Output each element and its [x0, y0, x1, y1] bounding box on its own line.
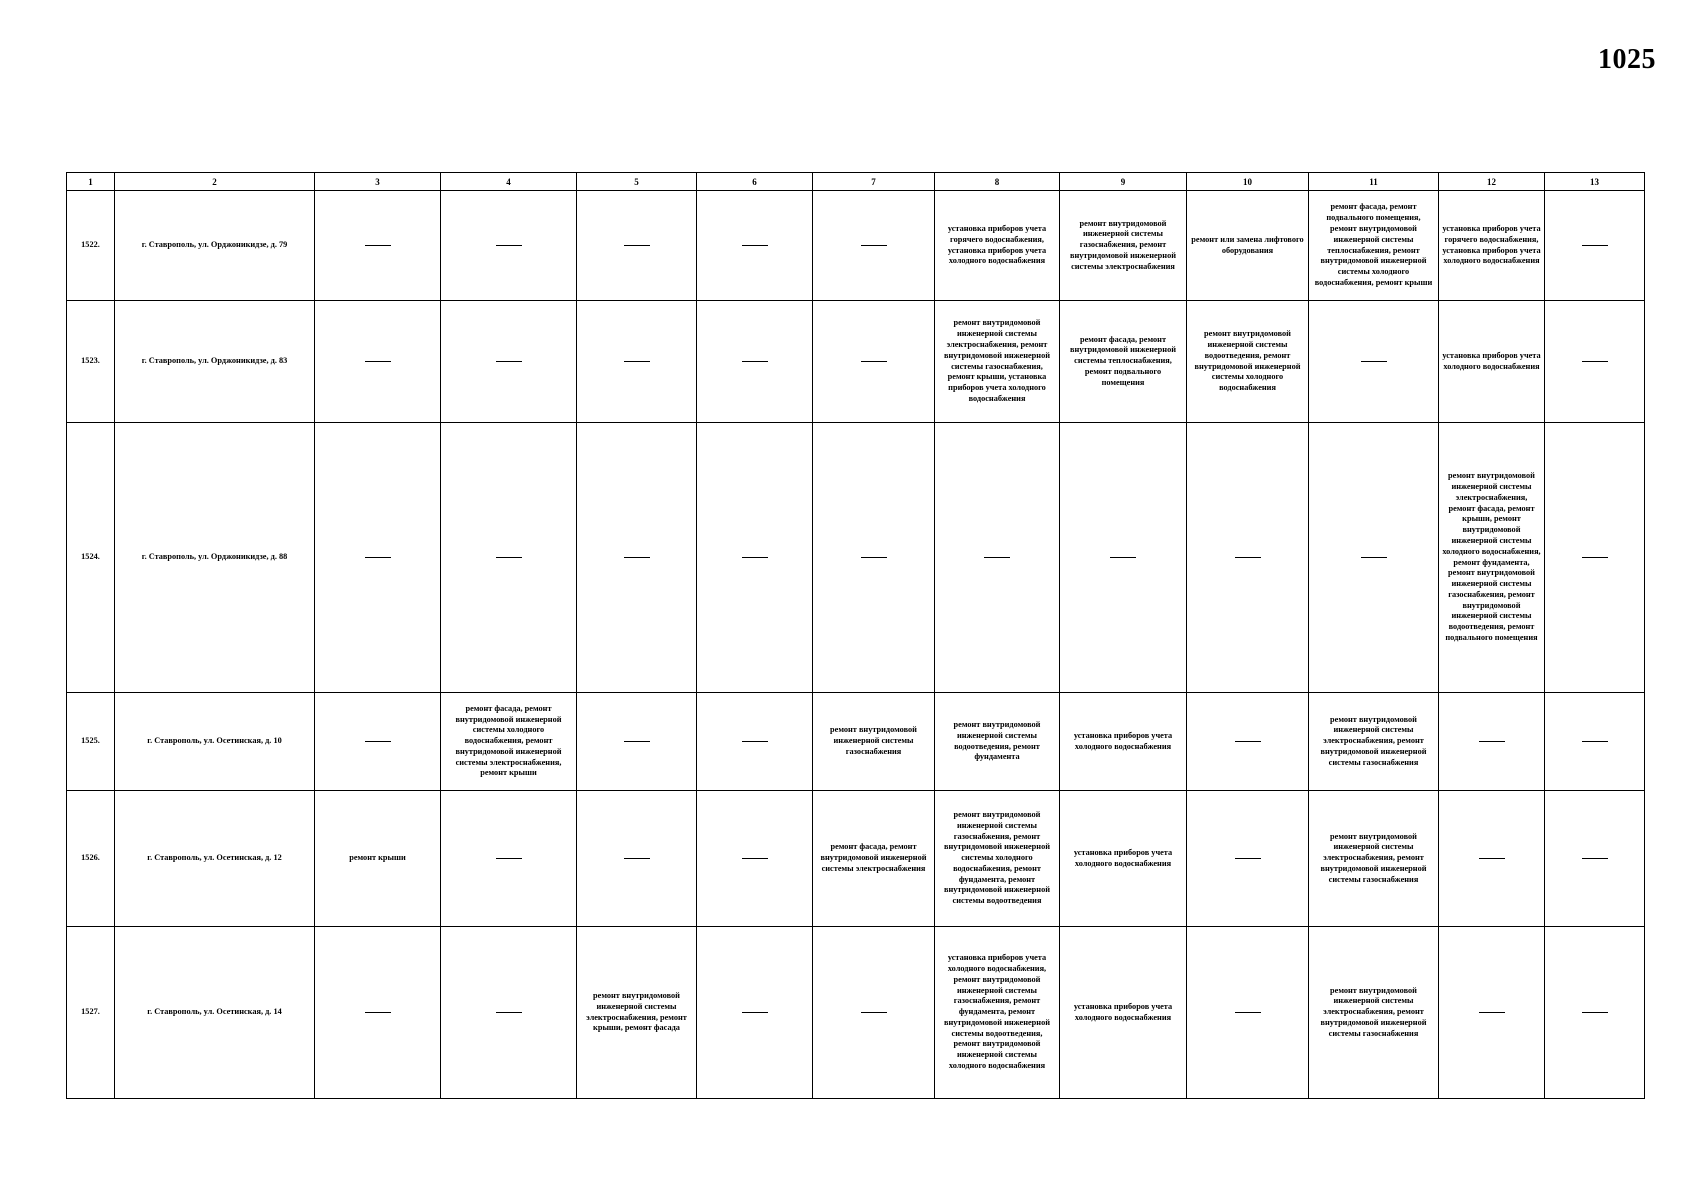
- empty-cell: [441, 191, 577, 301]
- dash-mark: [742, 557, 768, 558]
- empty-cell: [577, 693, 697, 791]
- dash-mark: [1361, 557, 1387, 558]
- empty-cell: [315, 301, 441, 423]
- row-number: 1526.: [67, 791, 115, 927]
- dash-mark: [742, 361, 768, 362]
- work-cell: ремонт фасада, ремонт внутридомовой инженерной системы электроснабжения: [813, 791, 935, 927]
- dash-mark: [496, 361, 522, 362]
- work-cell: ремонт внутридомовой инженерной системы электроснабжения, ремонт внутридомовой инженерной системы газоснабжения, ремонт крыши, установка приборов учета холодного водоснабжения: [935, 301, 1060, 423]
- column-number: 2: [115, 173, 315, 191]
- dash-mark: [624, 858, 650, 859]
- dash-mark: [496, 858, 522, 859]
- column-number: 7: [813, 173, 935, 191]
- address-cell: г. Ставрополь, ул. Осетинская, д. 14: [115, 927, 315, 1099]
- empty-cell: [813, 927, 935, 1099]
- column-number-row: [67, 173, 1645, 191]
- empty-cell: [1545, 301, 1645, 423]
- empty-cell: [315, 927, 441, 1099]
- work-cell: ремонт фасада, ремонт внутридомовой инженерной системы теплоснабжения, ремонт подвального помещения: [1060, 301, 1187, 423]
- dash-mark: [861, 1012, 887, 1013]
- dash-mark: [1582, 557, 1608, 558]
- work-cell: установка приборов учета холодного водоснабжения: [1439, 301, 1545, 423]
- repair-schedule-table: [66, 172, 1645, 1099]
- empty-cell: [1187, 791, 1309, 927]
- empty-cell: [697, 927, 813, 1099]
- empty-cell: [1187, 693, 1309, 791]
- dash-mark: [1110, 557, 1136, 558]
- row-number: 1525.: [67, 693, 115, 791]
- table-row: [67, 927, 1645, 1099]
- dash-mark: [1235, 741, 1261, 742]
- dash-mark: [1582, 858, 1608, 859]
- work-cell: ремонт или замена лифтового оборудования: [1187, 191, 1309, 301]
- row-number: 1527.: [67, 927, 115, 1099]
- empty-cell: [577, 423, 697, 693]
- work-cell: ремонт внутридомовой инженерной системы электроснабжения, ремонт внутридомовой инженерной системы газоснабжения: [1309, 791, 1439, 927]
- empty-cell: [1439, 693, 1545, 791]
- table-row: [67, 301, 1645, 423]
- empty-cell: [315, 693, 441, 791]
- work-cell: установка приборов учета горячего водоснабжения, установка приборов учета холодного водоснабжения: [935, 191, 1060, 301]
- column-number: 9: [1060, 173, 1187, 191]
- dash-mark: [861, 361, 887, 362]
- dash-mark: [1582, 245, 1608, 246]
- dash-mark: [624, 245, 650, 246]
- work-cell: ремонт внутридомовой инженерной системы водоотведения, ремонт внутридомовой инженерной системы холодного водоснабжения: [1187, 301, 1309, 423]
- dash-mark: [742, 245, 768, 246]
- empty-cell: [1309, 423, 1439, 693]
- dash-mark: [1479, 858, 1505, 859]
- empty-cell: [697, 423, 813, 693]
- work-cell: ремонт внутридомовой инженерной системы электроснабжения, ремонт фасада, ремонт крыши, ремонт внутридомовой инженерной системы холодного водоснабжения, ремонт фундамента, ремонт внутридомовой инженерной системы газоснабжения, ремонт внутридомовой инженерной системы водоотведения, ремонт подвального помещения: [1439, 423, 1545, 693]
- table-row: [67, 693, 1645, 791]
- dash-mark: [624, 557, 650, 558]
- address-cell: г. Ставрополь, ул. Осетинская, д. 10: [115, 693, 315, 791]
- dash-mark: [1479, 741, 1505, 742]
- empty-cell: [315, 423, 441, 693]
- dash-mark: [365, 245, 391, 246]
- empty-cell: [577, 791, 697, 927]
- empty-cell: [1439, 791, 1545, 927]
- dash-mark: [1582, 741, 1608, 742]
- empty-cell: [1187, 927, 1309, 1099]
- column-number: 1: [67, 173, 115, 191]
- empty-cell: [577, 191, 697, 301]
- work-cell: ремонт внутридомовой инженерной системы электроснабжения, ремонт внутридомовой инженерной системы газоснабжения: [1309, 693, 1439, 791]
- column-number: 8: [935, 173, 1060, 191]
- empty-cell: [1439, 927, 1545, 1099]
- empty-cell: [1545, 791, 1645, 927]
- work-cell: ремонт внутридомовой инженерной системы электроснабжения, ремонт внутридомовой инженерной системы газоснабжения: [1309, 927, 1439, 1099]
- dash-mark: [1235, 1012, 1261, 1013]
- table-row: [67, 191, 1645, 301]
- empty-cell: [1545, 423, 1645, 693]
- dash-mark: [365, 1012, 391, 1013]
- table-row: [67, 423, 1645, 693]
- empty-cell: [1545, 693, 1645, 791]
- work-cell: ремонт фасада, ремонт подвального помещения, ремонт внутридомовой инженерной системы теплоснабжения, ремонт внутридомовой инженерной системы холодного водоснабжения, ремонт крыши: [1309, 191, 1439, 301]
- dash-mark: [1582, 361, 1608, 362]
- dash-mark: [1361, 361, 1387, 362]
- dash-mark: [365, 741, 391, 742]
- column-number: 4: [441, 173, 577, 191]
- dash-mark: [1479, 1012, 1505, 1013]
- column-number: 13: [1545, 173, 1645, 191]
- dash-mark: [742, 858, 768, 859]
- column-number: 3: [315, 173, 441, 191]
- empty-cell: [441, 791, 577, 927]
- work-cell: ремонт внутридомовой инженерной системы водоотведения, ремонт фундамента: [935, 693, 1060, 791]
- dash-mark: [365, 557, 391, 558]
- column-number: 5: [577, 173, 697, 191]
- empty-cell: [935, 423, 1060, 693]
- empty-cell: [697, 693, 813, 791]
- work-cell: ремонт внутридомовой инженерной системы электроснабжения, ремонт крыши, ремонт фасада: [577, 927, 697, 1099]
- table-row: [67, 791, 1645, 927]
- empty-cell: [441, 927, 577, 1099]
- empty-cell: [577, 301, 697, 423]
- dash-mark: [496, 245, 522, 246]
- dash-mark: [496, 1012, 522, 1013]
- empty-cell: [441, 301, 577, 423]
- work-cell: установка приборов учета горячего водоснабжения, установка приборов учета холодного водоснабжения: [1439, 191, 1545, 301]
- empty-cell: [813, 191, 935, 301]
- column-number: 11: [1309, 173, 1439, 191]
- dash-mark: [742, 1012, 768, 1013]
- column-number: 12: [1439, 173, 1545, 191]
- address-cell: г. Ставрополь, ул. Орджоникидзе, д. 83: [115, 301, 315, 423]
- dash-mark: [984, 557, 1010, 558]
- empty-cell: [697, 301, 813, 423]
- work-cell: ремонт внутридомовой инженерной системы газоснабжения, ремонт внутридомовой инженерной системы холодного водоснабжения, ремонт фундамента, ремонт внутридомовой инженерной системы водоотведения: [935, 791, 1060, 927]
- dash-mark: [861, 557, 887, 558]
- column-number: 6: [697, 173, 813, 191]
- page-number: 1025: [1598, 44, 1656, 75]
- work-cell: ремонт крыши: [315, 791, 441, 927]
- work-cell: установка приборов учета холодного водоснабжения, ремонт внутридомовой инженерной системы газоснабжения, ремонт фундамента, ремонт внутридомовой инженерной системы водоотведения, ремонт внутридомовой инженерной системы холодного водоснабжения: [935, 927, 1060, 1099]
- empty-cell: [1309, 301, 1439, 423]
- empty-cell: [697, 191, 813, 301]
- work-cell: установка приборов учета холодного водоснабжения: [1060, 693, 1187, 791]
- dash-mark: [365, 361, 391, 362]
- dash-mark: [861, 245, 887, 246]
- column-number: 10: [1187, 173, 1309, 191]
- dash-mark: [624, 741, 650, 742]
- dash-mark: [496, 557, 522, 558]
- dash-mark: [742, 741, 768, 742]
- empty-cell: [813, 301, 935, 423]
- row-number: 1524.: [67, 423, 115, 693]
- dash-mark: [1235, 858, 1261, 859]
- work-cell: установка приборов учета холодного водоснабжения: [1060, 791, 1187, 927]
- dash-mark: [1235, 557, 1261, 558]
- empty-cell: [1545, 191, 1645, 301]
- work-cell: ремонт внутридомовой инженерной системы газоснабжения: [813, 693, 935, 791]
- empty-cell: [1060, 423, 1187, 693]
- address-cell: г. Ставрополь, ул. Орджоникидзе, д. 88: [115, 423, 315, 693]
- empty-cell: [813, 423, 935, 693]
- empty-cell: [315, 191, 441, 301]
- row-number: 1522.: [67, 191, 115, 301]
- dash-mark: [624, 361, 650, 362]
- address-cell: г. Ставрополь, ул. Осетинская, д. 12: [115, 791, 315, 927]
- work-cell: ремонт внутридомовой инженерной системы газоснабжения, ремонт внутридомовой инженерной системы электроснабжения: [1060, 191, 1187, 301]
- row-number: 1523.: [67, 301, 115, 423]
- empty-cell: [1545, 927, 1645, 1099]
- address-cell: г. Ставрополь, ул. Орджоникидзе, д. 79: [115, 191, 315, 301]
- empty-cell: [697, 791, 813, 927]
- empty-cell: [441, 423, 577, 693]
- empty-cell: [1187, 423, 1309, 693]
- dash-mark: [1582, 1012, 1608, 1013]
- work-cell: ремонт фасада, ремонт внутридомовой инженерной системы холодного водоснабжения, ремонт внутридомовой инженерной системы электроснабжения, ремонт крыши: [441, 693, 577, 791]
- work-cell: установка приборов учета холодного водоснабжения: [1060, 927, 1187, 1099]
